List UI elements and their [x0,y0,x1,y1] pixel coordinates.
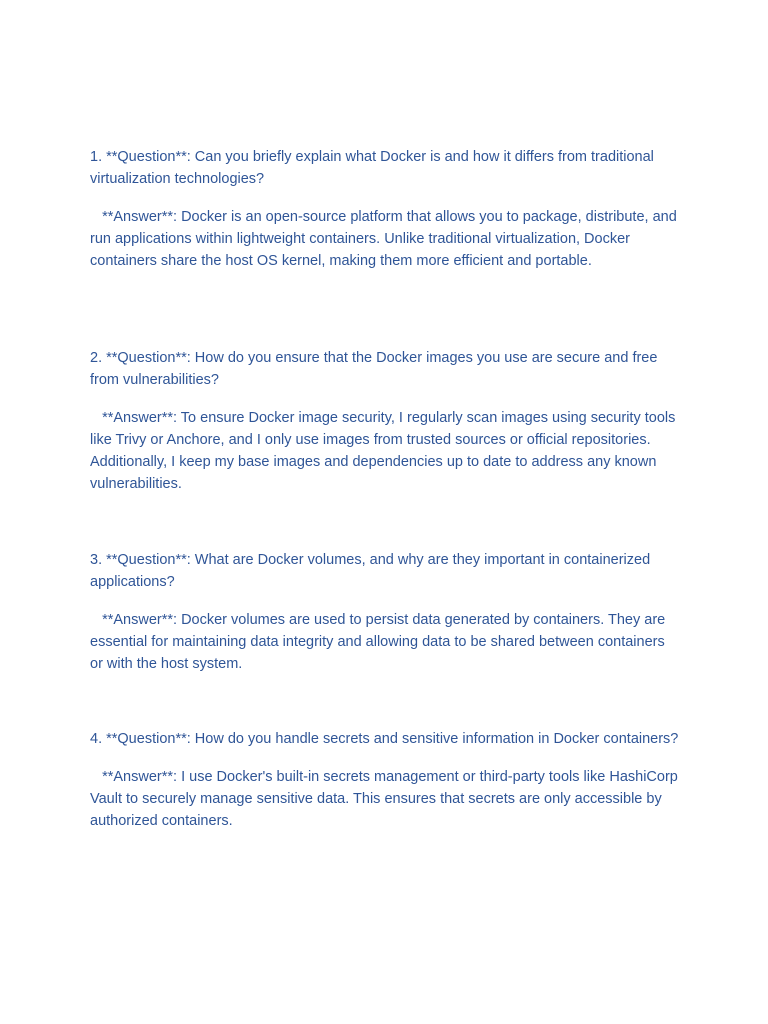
answer-3-text: **Answer**: Docker volumes are used to persist data generated by containers. They are essential for maintaining data integrity and allowing data to be shared between containers or with the host system. [90,612,670,672]
qa-block-4 [90,728,680,832]
question-3-text: 3. **Question**: What are Docker volumes, and why are they important in containerized applications? [90,552,655,590]
question-1-text: 1. **Question**: Can you briefly explain what Docker is and how it differs from traditional virtualization technologies? [90,149,658,187]
answer-2-text: **Answer**: To ensure Docker image security, I regularly scan images using security tools like Trivy or Anchore, and I only use images from trusted sources or official repositories. Additionally, I keep my base images and dependencies up to date to address any known vulnerabilities. [90,410,680,492]
qa-block-2 [90,347,680,495]
answer-4-text: **Answer**: I use Docker's built-in secrets management or third-party tools like HashiCorp Vault to securely manage sensitive data. This ensures that secrets are only accessible by authorized containers. [90,769,682,829]
qa-block-1 [90,146,680,272]
answer-1-text: **Answer**: Docker is an open-source platform that allows you to package, distribute, and run applications within lightweight containers. Unlike traditional virtualization, Docker containers share the host OS kernel, making them more efficient and portable. [90,209,681,269]
question-4-text: 4. **Question**: How do you handle secrets and sensitive information in Docker containers? [90,731,679,747]
question-2-text: 2. **Question**: How do you ensure that the Docker images you use are secure and free from vulnerabilities? [90,350,662,388]
qa-block-3 [90,549,680,675]
